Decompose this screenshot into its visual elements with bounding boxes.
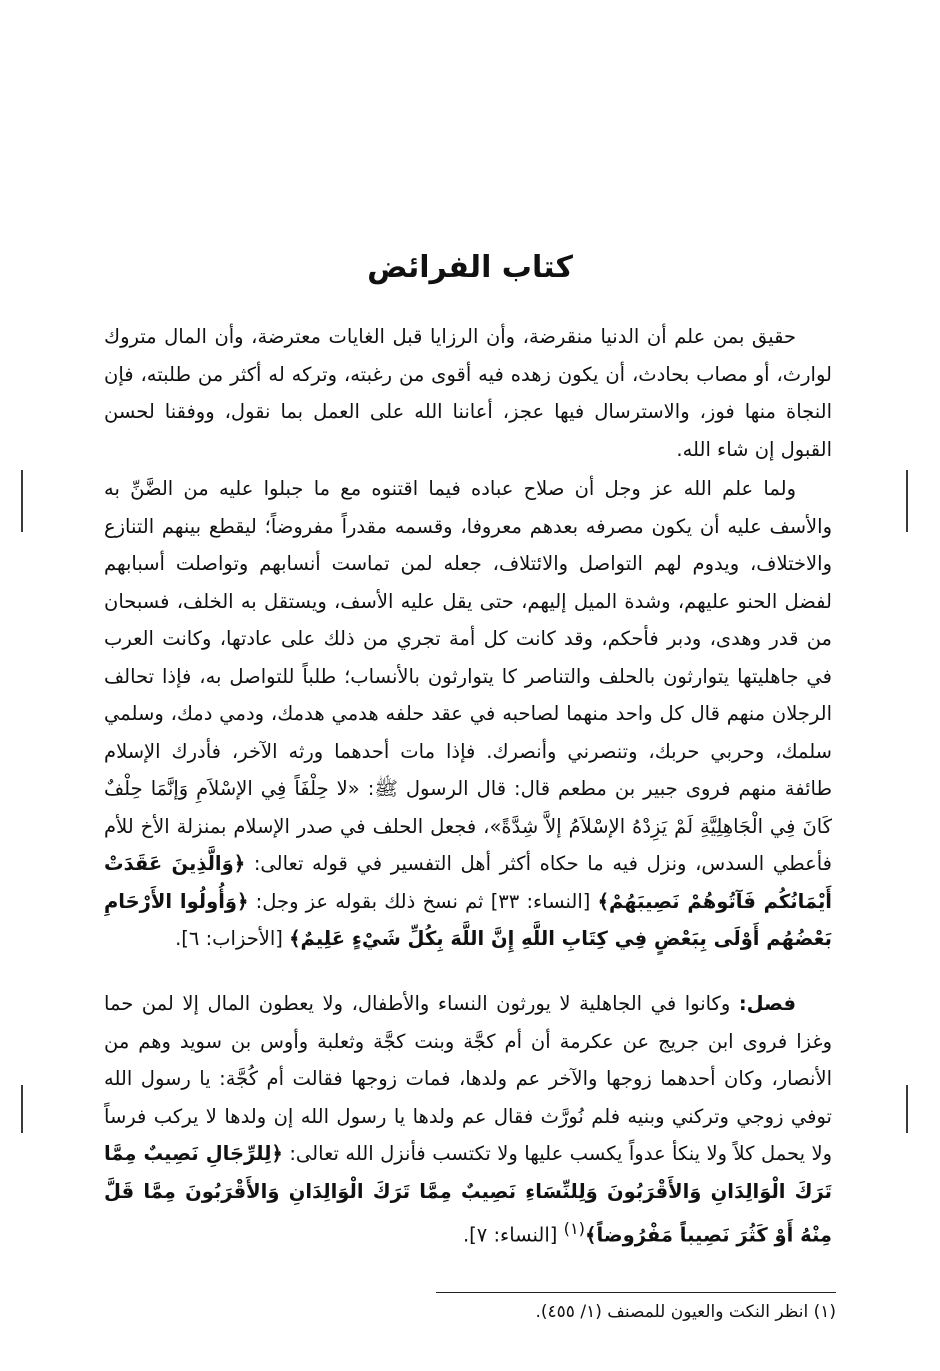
history-text-middle: ، فجعل الحلف في صدر الإسلام بمنزلة الأخ للأم فأعطي السدس، ونزل فيه ما حكاه أكثر أهل التفسير في قوله تعالى:	[104, 814, 832, 875]
paragraph-intro-text: حقيق بمن علم أن الدنيا منقرضة، وأن الرزايا قبل الغايات معترضة، وأن المال متروك لوارث، أو مصاب بحادث، أن يكون زهده فيه أقوى من رغبته، وتركه له أكثر من طلبته، فإن النجاة منها فوز، والاسترسال فيها عجز، أعاننا الله على العمل بما نقول، ووفقنا لحسن القبول إن شاء الله.	[104, 325, 832, 461]
right-margin-line-top	[906, 470, 908, 532]
section-text: وكانوا في الجاهلية لا يورثون النساء والأطفال، ولا يعطون المال إلا لمن حما وغزا فروى ابن جريج عن عكرمة أن أم كجَّة وبنت كجَّة وثعلبة وأوس بن سويد وهم من الأنصار، وكان أحدهما زوجها والآخر عم ولدها، فمات زوجها فقالت أم كُجَّة: يا رسول الله توفي زوجي وتركني وبنيه فلم نُورَّث فقال عم ولدها يا رسول الله إن ولدها لا يركب فرساً ولا يحمل كلاً ولا ينكأ عدواً يكسب عليها ولا تكتسب فأنزل الله تعالى:	[104, 992, 833, 1165]
history-text-start: ولما علم الله عز وجل أن صلاح عباده فيما اقتنوه مع ما جبلوا عليه من الضَّنِّ به والأسف عليه أن يكون مصرفه بعدهم معروفا، وقسمه مقدراً مفروضاً؛ ليقطع بينهم التنازع والاختلاف، ويدوم لهم التواصل والائتلاف، جعله لمن تماست أنسابهم وتواصلت أسبابهم لفضل الحنو عليهم، وشدة الميل إليهم، حتى يقل عليه الأسف، ويستقل به الخلف، فسبحان من قدر وهدى، ودبر فأحكم، وقد كانت كل أمة تجري من ذلك على عادتها، وكانت العرب في جاهليتها يتوارثون بالحلف والتناصر كا يتوارثون بالأنساب؛ طلباً للتواصل به، فإذا تحالف الرجلان منهم قال كل واحد منهما لصاحبه في عقد حلفه هدمي هدمك، ودمي دمك، وسلمي سلمك، وحربي حربك، وتنصرني وأنصرك. فإذا مات أحدهما ورثه الآخر، فأدرك الإسلام طائفة منهم فروى جبير بن مطعم قال: قال الرسول ﷺ:	[104, 477, 832, 800]
section-label: فصل:	[738, 992, 796, 1015]
quran-verse-ahzab-6: ﴿وَأُولُوا الأَرْحَامِ بَعْضُهُم أَوْلَى بِبَعْضٍ فِي كِتَابِ اللَّهِ إِنَّ اللَّهَ بِكُلِّ شَيْءٍ عَلِيمٌ﴾	[104, 889, 832, 950]
left-margin-line-top	[21, 470, 23, 532]
history-text-between: ثم نسخ ذلك بقوله عز وجل:	[255, 889, 484, 913]
paragraph-history-body	[104, 470, 832, 958]
quran-verse-nisa-33: ﴿وَالَّذِينَ عَقَدَتْ أَيْمَانُكُم فَآتُوهُمْ نَصِيبَهُمْ﴾	[104, 852, 832, 913]
footnote: (١) انظر النكت والعيون للمصنف (١/ ٤٥٥).	[535, 1302, 836, 1322]
footnote-divider	[436, 1292, 836, 1293]
verse-reference-ahzab-6: [الأحزاب: ٦].	[175, 927, 283, 950]
paragraph-history	[104, 470, 832, 958]
verse-reference-nisa-33: [النساء: ٣٣]	[490, 889, 591, 913]
paragraph-section-body	[104, 985, 832, 1254]
left-margin-line-bottom	[21, 1085, 23, 1133]
quran-verse-nisa-7: ﴿لِلرِّجَالِ نَصِيبٌ مِمَّا تَرَكَ الْوَالِدَانِ وَالأَقْرَبُونَ وَلِلنِّسَاءِ نَصِيبٌ مِمَّا تَرَكَ الْوَالِدَانِ وَالأَقْرَبُونَ مِمَّا قَلَّ مِنْهُ أَوْ كَثُرَ نَصِيباً مَفْرُوضاً﴾	[104, 1142, 832, 1247]
chapter-title: كتاب الفرائض	[367, 250, 573, 285]
right-margin-line-bottom	[906, 1085, 908, 1133]
paragraph-section	[104, 985, 832, 1254]
verse-reference-nisa-7: [النساء: ٧].	[462, 1223, 558, 1247]
paragraph-intro	[104, 318, 832, 468]
hadith-quote: «لا حِلْفَاً فِي الإسْلاَمِ وَإنَّمَا حِلْفٌ كَانَ فِي الْجَاهِلِيَّةِ لَمْ يَزِدْهُ الإسْلاَمُ إلاَّ شِدَّةً»	[104, 777, 832, 838]
footnote-marker: (١)	[563, 1219, 586, 1238]
